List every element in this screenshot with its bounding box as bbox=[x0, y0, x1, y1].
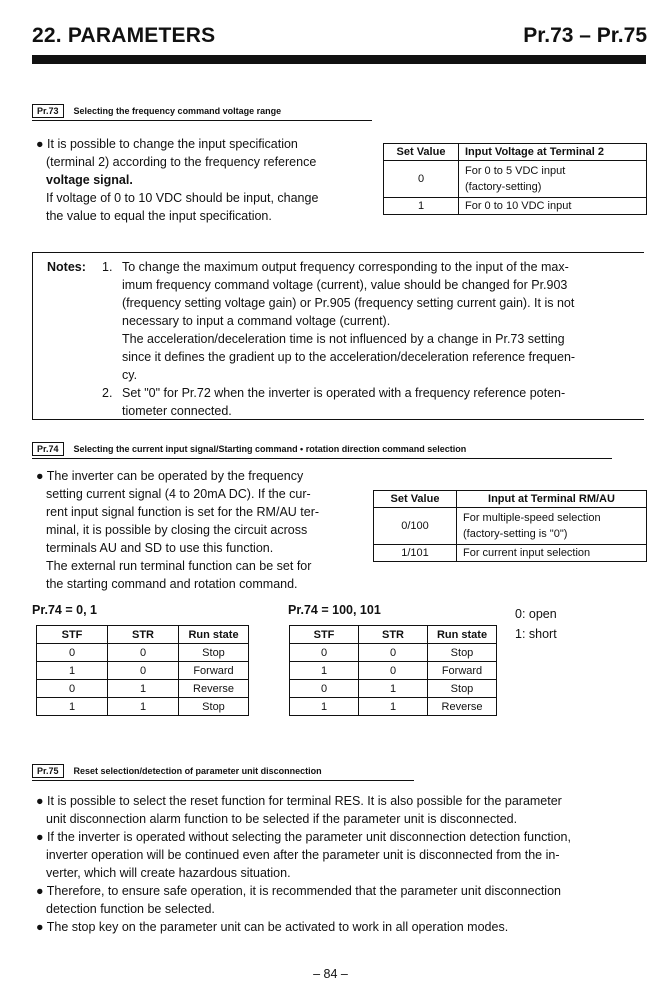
table-cell: 0 bbox=[384, 161, 459, 198]
pr75-heading: Reset selection/detection of parameter unit disconnection bbox=[73, 766, 322, 776]
table-row bbox=[290, 698, 497, 716]
table-cell: Stop bbox=[179, 644, 249, 662]
table-cell: For current input selection bbox=[457, 545, 647, 562]
bullet-line: detection function be selected. bbox=[46, 902, 215, 916]
legend-open: 0: open bbox=[515, 607, 557, 621]
table-cell: 0 bbox=[290, 680, 359, 698]
pr74-section-heading bbox=[32, 442, 612, 459]
bullet-line: unit disconnection alarm function to be selected if the parameter unit is disconnected. bbox=[46, 812, 518, 826]
table-cell: Stop bbox=[179, 698, 249, 716]
pr75-bullet bbox=[36, 882, 650, 918]
table-header: Run state bbox=[179, 626, 249, 644]
table-row bbox=[384, 161, 647, 198]
page-title: 22. PARAMETERS bbox=[32, 24, 216, 47]
table-cell: 1 bbox=[108, 680, 179, 698]
table-cell-line: For 0 to 5 VDC input bbox=[465, 165, 566, 177]
switch-legend bbox=[515, 604, 557, 644]
parameter-range: Pr.73 – Pr.75 bbox=[523, 24, 647, 47]
table-cell: Reverse bbox=[428, 698, 497, 716]
pr74-line: the starting command and rotation command. bbox=[46, 577, 298, 591]
table-cell: Stop bbox=[428, 644, 497, 662]
table-cell: 0 bbox=[108, 662, 179, 680]
table-cell: 0 bbox=[359, 644, 428, 662]
pr75-bullet bbox=[36, 792, 650, 828]
table-row bbox=[290, 644, 497, 662]
table-row bbox=[37, 644, 249, 662]
bullet-line: inverter operation will be continued even after the parameter unit is disconnected from the in- bbox=[46, 848, 560, 862]
table-row bbox=[37, 680, 249, 698]
note-line: since it defines the gradient up to the acceleration/deceleration reference frequen- bbox=[122, 350, 576, 364]
note-line: tiometer connected. bbox=[122, 404, 232, 418]
pr73-section-heading bbox=[32, 104, 372, 121]
bullet-line: ● If the inverter is operated without selecting the parameter unit disconnection detection function, bbox=[36, 830, 571, 844]
table-cell: 0 bbox=[37, 644, 108, 662]
table-header: STR bbox=[108, 626, 179, 644]
table-header: STF bbox=[37, 626, 108, 644]
table-cell: Forward bbox=[428, 662, 497, 680]
pr73-line: (terminal 2) according to the frequency reference bbox=[46, 155, 317, 169]
pr73-line: the value to equal the input specification. bbox=[46, 209, 272, 223]
table-cell: 0 bbox=[37, 680, 108, 698]
pr74-line: setting current signal (4 to 20mA DC). If the cur- bbox=[46, 487, 311, 501]
pr74-tag: Pr.74 bbox=[32, 442, 64, 456]
pr74-line: The external run terminal function can be set for bbox=[46, 559, 312, 573]
table-cell: 1 bbox=[384, 198, 459, 215]
table-header: Input Voltage at Terminal 2 bbox=[459, 144, 647, 161]
pr75-bullet bbox=[36, 828, 650, 882]
table-cell: 1/101 bbox=[374, 545, 457, 562]
table-row bbox=[384, 198, 647, 215]
pr74-line: ● The inverter can be operated by the frequency bbox=[36, 469, 304, 483]
note-line: cy. bbox=[122, 368, 138, 382]
table-cell: 1 bbox=[359, 680, 428, 698]
pr73-line: voltage signal. bbox=[46, 173, 133, 187]
run-state-table-b bbox=[289, 625, 497, 716]
run-state-table-a bbox=[36, 625, 249, 716]
pr74-line: minal, it is possible by closing the circuit across bbox=[46, 523, 308, 537]
table-b-title: Pr.74 = 100, 101 bbox=[288, 603, 381, 617]
table-cell: 0 bbox=[290, 644, 359, 662]
table-header: Input at Terminal RM/AU bbox=[457, 491, 647, 508]
table-header: Run state bbox=[428, 626, 497, 644]
pr74-heading: Selecting the current input signal/Starting command • rotation direction command selection bbox=[73, 444, 467, 454]
pr74-line: terminals AU and SD to use this function. bbox=[46, 541, 274, 555]
legend-short: 1: short bbox=[515, 627, 557, 641]
table-cell bbox=[457, 508, 647, 545]
note-line: (frequency setting voltage gain) or Pr.905 (frequency setting current gain). It is not bbox=[122, 296, 575, 310]
table-cell: Reverse bbox=[179, 680, 249, 698]
pr73-description bbox=[36, 135, 376, 225]
notes-box bbox=[32, 252, 644, 420]
pr74-line: rent input signal function is set for the RM/AU ter- bbox=[46, 505, 320, 519]
table-header: Set Value bbox=[374, 491, 457, 508]
note-1 bbox=[122, 258, 638, 384]
table-cell bbox=[459, 161, 647, 198]
table-row bbox=[374, 508, 647, 545]
pr75-bullet bbox=[36, 918, 650, 936]
pr73-tag: Pr.73 bbox=[32, 104, 64, 118]
table-header: STF bbox=[290, 626, 359, 644]
notes-label: Notes: bbox=[47, 260, 86, 274]
note-number: 1. bbox=[102, 260, 113, 274]
table-cell: 1 bbox=[290, 662, 359, 680]
note-line: The acceleration/deceleration time is not influenced by a change in Pr.73 setting bbox=[122, 332, 565, 346]
table-cell-line: For multiple-speed selection bbox=[463, 512, 601, 524]
table-cell: 1 bbox=[290, 698, 359, 716]
table-cell: 0/100 bbox=[374, 508, 457, 545]
note-line: Set "0" for Pr.72 when the inverter is operated with a frequency reference poten- bbox=[122, 386, 566, 400]
bullet-line: ● Therefore, to ensure safe operation, it is recommended that the parameter unit disconnection bbox=[36, 884, 561, 898]
pr73-setting-table bbox=[383, 143, 647, 215]
pr75-bullets bbox=[36, 792, 650, 936]
bullet-line: ● The stop key on the parameter unit can be activated to work in all operation modes. bbox=[36, 920, 509, 934]
pr75-tag: Pr.75 bbox=[32, 764, 64, 778]
bullet-line: verter, which will create hazardous situation. bbox=[46, 866, 291, 880]
table-header: Set Value bbox=[384, 144, 459, 161]
page-number: – 84 – bbox=[313, 967, 348, 981]
table-row bbox=[374, 545, 647, 562]
table-row bbox=[37, 698, 249, 716]
table-row bbox=[37, 662, 249, 680]
note-line: necessary to input a command voltage (current). bbox=[122, 314, 391, 328]
pr73-line: If voltage of 0 to 10 VDC should be input, change bbox=[46, 191, 319, 205]
table-cell: 1 bbox=[37, 662, 108, 680]
pr75-section-heading bbox=[32, 764, 414, 781]
table-cell: For 0 to 10 VDC input bbox=[459, 198, 647, 215]
note-line: To change the maximum output frequency corresponding to the input of the max- bbox=[122, 260, 569, 274]
pr73-heading: Selecting the frequency command voltage range bbox=[73, 106, 282, 116]
table-a-title: Pr.74 = 0, 1 bbox=[32, 603, 97, 617]
pr74-setting-table bbox=[373, 490, 647, 562]
pr74-description bbox=[36, 467, 376, 593]
table-cell: 1 bbox=[108, 698, 179, 716]
table-header: STR bbox=[359, 626, 428, 644]
table-cell: 1 bbox=[37, 698, 108, 716]
note-2 bbox=[122, 384, 638, 420]
header-rule bbox=[32, 55, 646, 64]
table-cell: Forward bbox=[179, 662, 249, 680]
pr73-line: ● It is possible to change the input specification bbox=[36, 137, 298, 151]
table-cell: 0 bbox=[108, 644, 179, 662]
table-row bbox=[290, 680, 497, 698]
note-number: 2. bbox=[102, 386, 113, 400]
table-cell: 1 bbox=[359, 698, 428, 716]
table-cell: 0 bbox=[359, 662, 428, 680]
bullet-line: ● It is possible to select the reset function for terminal RES. It is also possible for the parameter bbox=[36, 794, 562, 808]
table-cell: Stop bbox=[428, 680, 497, 698]
table-cell-line: (factory-setting is "0") bbox=[463, 528, 568, 540]
note-line: imum frequency command voltage (current), value should be changed for Pr.903 bbox=[122, 278, 568, 292]
table-cell-line: (factory-setting) bbox=[465, 181, 542, 193]
table-row bbox=[290, 662, 497, 680]
